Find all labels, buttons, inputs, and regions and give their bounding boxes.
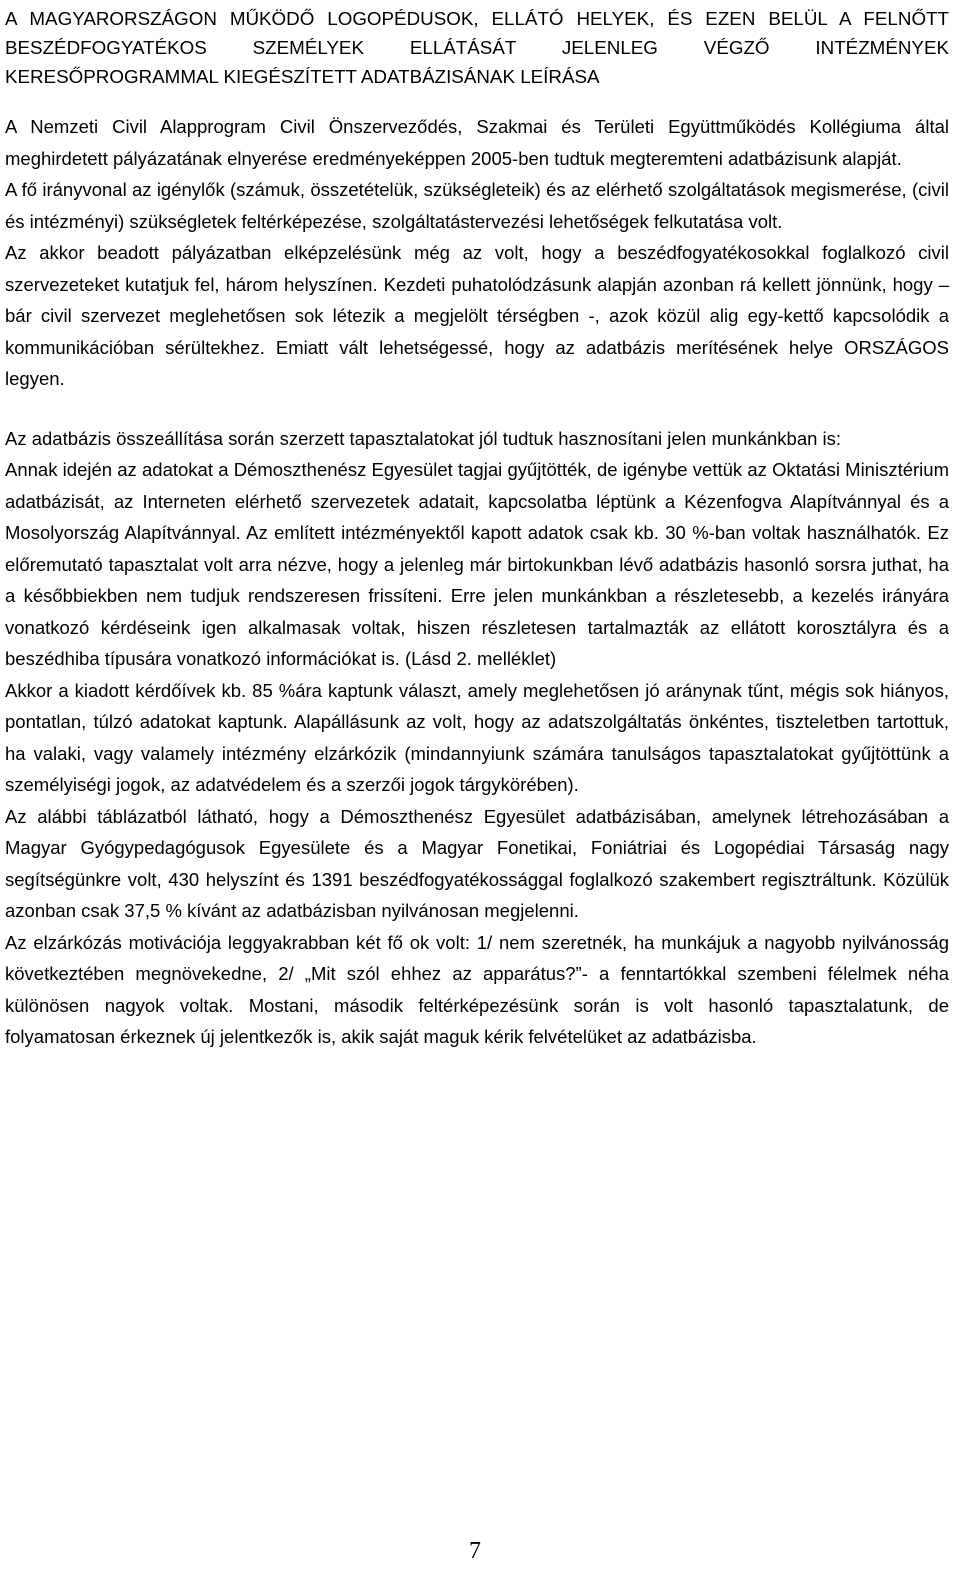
section-experience [5,423,949,1053]
paragraph: Akkor a kiadott kérdőívek kb. 85 %ára kaptunk választ, amely meglehetősen jó aránynak tűnt, mégis sok hiányos, pontatlan, túlzó adatokat kaptunk. Alapállásunk az volt, hogy az adatszolgáltatás önkéntes, tiszteletben tartottuk, ha valaki, vagy valamely intézmény elzárkózik (mindannyiunk számára tanulságos tapasztalatokat gyűjtöttünk a személyiségi jogok, az adatvédelem és a szerzői jogok tárgykörében). [5,679,949,795]
paragraph: Az alábbi táblázatból látható, hogy a Démoszthenész Egyesület adatbázisában, amelynek létrehozásában a Magyar Gyógypedagógusok Egyesülete és a Magyar Fonetikai, Foniátriai és Logopédiai Társaság nagy segítségünkre volt, 430 helyszínt és 1391 beszédfogyatékossággal foglalkozó szakembert regisztráltunk. Közülük azonban csak 37,5 % kívánt az adatbázisban nyilvánosan megjelenni. [5,805,949,921]
section-intro [5,111,949,395]
document-page [5,0,949,1053]
paragraph: Az adatbázis összeállítása során szerzett tapasztalatokat jól tudtuk hasznosítani jelen munkánkban is: [5,427,842,449]
document-title: A MAGYARORSZÁGON MŰKÖDŐ LOGOPÉDUSOK, ELLÁTÓ HELYEK, ÉS EZEN BELÜL A FELNŐTT BESZÉDFOGYATÉKOS SZEMÉLYEK ELLÁTÁSÁT JELENLEG VÉGZŐ INTÉZMÉNYEK KERESŐPROGRAMMAL KIEGÉSZÍTETT ADATBÁZISÁNAK LEÍRÁSA [5,8,949,87]
paragraph: Az elzárkózás motivációja leggyakrabban két fő ok volt: 1/ nem szeretnék, ha munkájuk a nagyobb nyilvánosság következtében megnövekedne, 2/ „Mit szól ehhez az apparátus?”- a fenntartókkal szembeni félelmek néha különösen nagyok voltak. Mostani, második feltérképezésünk során is volt hasonló tapasztalatunk, de folyamatosan érkeznek új jelentkezők is, akik saját maguk kérik felvételüket az adatbázisba. [5,931,949,1047]
page-number: 7 [469,1538,481,1564]
paragraph: Az akkor beadott pályázatban elképzelésünk még az volt, hogy a beszédfogyatékosokkal foglalkozó civil szervezeteket kutatjuk fel, három helyszínen. Kezdeti puhatolódzásunk alapján azonban rá kellett jönnünk, hogy – bár civil szervezet meglehetősen sok létezik a megjelölt térségben -, azok közül alig egy-kettő kapcsolódik a kommunikációban sérültekhez. Emiatt vált lehetségessé, hogy az adatbázis merítésének helye ORSZÁGOS legyen. [5,242,949,389]
paragraph: Annak idején az adatokat a Démoszthenész Egyesület tagjai gyűjtötték, de igénybe vettük az Oktatási Minisztérium adatbázisát, az Interneten elérhető szervezetek adatait, kapcsolatba léptünk a Kézenfogva Alapítvánnyal és a Mosolyország Alapítvánnyal. Az említett intézményektől kapott adatok csak kb. 30 %-ban voltak használhatók. Ez előremutató tapasztalat volt arra nézve, hogy a jelenleg már birtokunkban lévő adatbázis hasonló sorsra juthat, ha a későbbiekben nem tudjuk rendszeresen frissíteni. Erre jelen munkánkban a részletesebb, a kezelés irányára vonatkozó kérdéseink igen alkalmasak voltak, hiszen részletesen tartalmazták az ellátott korosztályra és a beszédhiba típusára vonatkozó információkat is. (Lásd 2. melléklet) [5,459,949,669]
paragraph: A fő irányvonal az igénylők (számuk, összetételük, szükségleteik) és az elérhető szolgáltatások megismerése, (civil és intézményi) szükségletek feltérképezése, szolgáltatástervezési lehetőségek felkutatása volt. [5,179,949,232]
paragraph: A Nemzeti Civil Alapprogram Civil Önszerveződés, Szakmai és Területi Együttműködés Kollégiuma által meghirdetett pályázatának elnyerése eredményeképpen 2005-ben tudtuk megteremteni adatbázisunk alapját. [5,116,949,169]
